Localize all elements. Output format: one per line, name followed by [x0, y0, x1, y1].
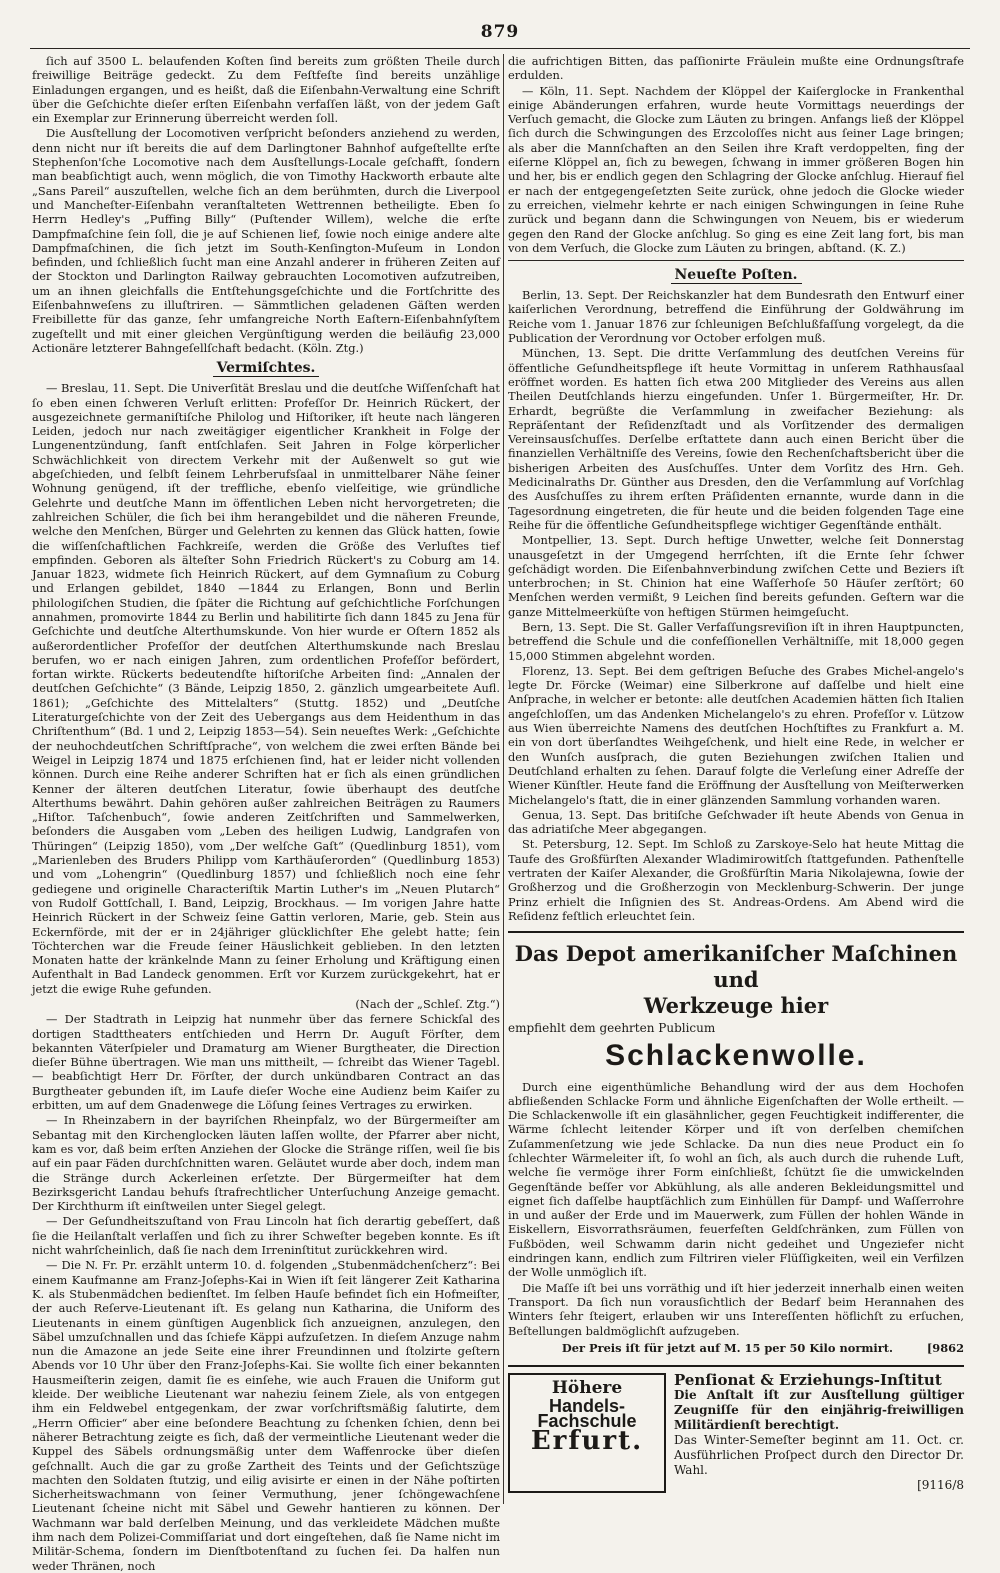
ad-title: Werkzeuge hier: [643, 993, 829, 1019]
section-heading-vermischtes: Vermiſchtes.: [32, 359, 500, 377]
news-item: Berlin, 13. Sept. Der Reichskanzler hat dem Bundesrath den Entwurf einer kaiſerlichen Verordnung, betreffend die Einführung der Goldwährung im Reiche vom 1. Januar 1876 zur ſchleunigen Beſchlußfaſſung vorgelegt, da die Publication der Verordnung vor October erfolgen muß.: [508, 288, 964, 346]
news-item: Genua, 13. Sept. Das britiſche Geſchwader iſt heute Abends von Genua in das adriatiſche Meer abgegangen.: [508, 807, 964, 837]
article-paragraph: ſich auf 3500 L. belaufenden Koſten ſind bereits zum größten Theile durch freiwillige Beiträge gedeckt. Zu dem Feſtfeſte ſind bereits unzählige Einladungen ergangen, und es heißt, daß die Eiſenbahn-Verwaltung eine Schrift über die Geſchichte dieſer erſten Eiſenbahn verfaſſen läßt, von der jedem Gaſt ein Exemplar zur Erinnerung überreicht werden ſoll.: [32, 54, 500, 126]
news-item: Florenz, 13. Sept. Bei dem geſtrigen Beſuche des Grabes Michel-angelo's legte Dr. Förcke (Weimar) eine Silberkrone auf daſſelbe und hielt eine Anſprache, in welcher er betonte: alle deutſchen Academien hätten ſich Italien angeſchloſſen, um das Andenken Michelangelo's zu ehren. Profeſſor v. Lützow aus Wien überreichte Namens des deutſchen Hochſtiftes zu Frankfurt a. M. ein von dort überſandtes Weihgeſchenk, und hielt eine Rede, in welcher er den Wunſch ausſprach, die guten Beziehungen zwiſchen Italien und Deutſchland erhalten zu ſehen. Darauf folgte die Verleſung einer Adreſſe der Wiener Künſtler. Heute fand die Eröffnung der Ausſtellung von Meiſterwerken Michelangelo's ſtatt, die in einer glänzenden Sammlung vorhanden waren.: [508, 663, 964, 807]
article-paragraph: Die Ausſtellung der Locomotiven verſpricht beſonders anziehend zu werden, denn nicht nur iſt bereits die auf dem Darlingtoner Bahnhof aufgeſtellte erſte Stephenſon'ſche Locomotive nach dem Ausſtellungs-Locale geſchafft, ſondern man beabſichtigt auch, wenn möglich, die von Timothy Hackworth erbaute alte „Sans Pareil“ auszuſtellen, welche ſich an dem berühmten, durch die Liverpool und Mancheſter-Eiſenbahn veranſtalteten Wettrennen betheiligte. Eben ſo Herrn Hedley's „Puffing Billy“ (Puſtender Willem), welche die erſte Dampfmaſchine ſein ſoll, die je auf Schienen lief, ſowie noch einige andere alte Dampfmaſchinen, die ſich jetzt im South-Kenſington-Muſeum in London befinden, und ſchließlich ſucht man eine Anzahl anderer in früheren Zeiten auf der Stockton und Darlington Railway gebrauchten Locomotiven aufzutreiben, um an ihnen gleichfalls die Entſtehungsgeſchichte und die Fortſchritte des Eiſenbahnweſens zu illuſtriren. — Sämmtlichen geladenen Gäſten werden Freibillette für das ganze, ſehr umfangreiche North Eaſtern-Eiſenbahnſyſtem zugeſtellt und mit einer gleichen Vergünſtigung werden die beiläufig 23,000 Actionäre letzterer Bahngeſellſchaft bedacht. (Köln. Ztg.): [32, 126, 500, 355]
section-heading-neueste-posten: Neueſte Poſten.: [508, 266, 964, 284]
ad-body: Die Maſſe iſt bei uns vorräthig und iſt hier jederzeit innerhalb einen weiten Transport. Da ſich nun vorausſichtlich der Bedarf beim Herannahen des Winters ſehr ſteigert, erlauben wir uns Intereſſenten höflichſt zu erſuchen, Beſtellungen baldmöglichſt aufzugeben.: [508, 1280, 964, 1338]
article-paragraph: — Köln, 11. Sept. Nachdem der Klöppel der Kaiſerglocke in Frankenthal einige Abänderungen erfahren, wurde heute Vormittags neuerdings der Verſuch gemacht, die Glocke zum Läuten zu bringen. Anfangs ließ der Klöppel ſich durch die Schwingungen des Erzcoloſſes nicht aus ſeiner Lage bringen; als aber die Mannſchaften an den Seilen ihre Kraft verdoppelten, fing der eiſerne Klöppel an, ſich zu bewegen, ſchwang in immer größeren Bogen hin und her, bis er endlich gegen den Schlagring der Glocke anſchlug. Hierauf fiel er nach der entgegengeſetzten Seite zurück, ohne jedoch die Glocke wieder zu erreichen, vielmehr kehrte er nach einigen Schwingungen in ſeine Ruhe zurück und begann dann die Schwingungen von Neuem, bis er wiederum gegen den Rand der Glocke anſchlug. So ging es eine Zeit lang fort, bis man von dem Verſuch, die Glocke zum Läuten zu bringen, abſtand. (K. Z.): [508, 83, 964, 255]
news-item: Bern, 13. Sept. Die St. Galler Verfaſſungsreviſion iſt in ihren Hauptpuncten, betreffend die Schule und die confeſſionellen Verhältniſſe, mit 18,000 gegen 15,000 Stimmen abgelehnt worden.: [508, 619, 964, 663]
article-paragraph: — Der Stadtrath in Leipzig hat nunmehr über das fernere Schickſal des dortigen Stadttheaters entſchieden und Herrn Dr. Auguſt Förſter, dem bekannten Väterſpieler und Dramaturg am Wiener Burgtheater, die Direction dieſer Bühne übertragen. Wie man uns mittheilt, — ſchreibt das Wiener Tagebl. — beabſichtigt Herr Dr. Förſter, der durch unkündbaren Contract an das Burgtheater gebunden iſt, im Laufe dieſer Woche eine Audienz beim Kaiſer zu erbitten, um auf dem Gnadenwege die Löſung ſeines Vertrages zu erwirken.: [32, 1012, 500, 1113]
ad-code: [9862: [926, 1340, 964, 1355]
news-item: Montpellier, 13. Sept. Durch heftige Unwetter, welche ſeit Donnerstag unausgeſetzt in der Umgegend herrſchten, iſt die Ernte ſehr ſchwer geſchädigt worden. Die Eiſenbahnverbindung zwiſchen Cette und Beziers iſt unterbrochen; in St. Chinion hat eine Waſſerhoſe 50 Häuſer zerſtört; 60 Menſchen werden vermißt, 9 Leichen ſind bereits gefunden. Geſtern war die ganze Mittelmeerküſte von heftigen Stürmen heimgeſucht.: [508, 533, 964, 619]
article-paragraph: — Der Geſundheitszuſtand von Frau Lincoln hat ſich derartig gebeſſert, daß ſie die Heilanſtalt verlaſſen und ſich zu ihrer Schweſter begeben konnte. Es iſt nicht wahrſcheinlich, daß ſie nach dem Irreninſtitut zurückkehren wird.: [32, 1214, 500, 1258]
institute-claim: Die Anſtalt iſt zur Ausſtellung gültiger Zeugniſſe für den einjährig-freiwilligen Militärdienſt berechtigt.: [674, 1388, 964, 1433]
page-number: 879: [480, 22, 520, 42]
left-column: [32, 54, 500, 1573]
advertisement-schlackenwolle: [508, 931, 964, 1355]
ad-title: Das Depot amerikaniſcher Maſchinen und: [514, 941, 958, 993]
school-name: Handels-Fachschule: [537, 1396, 637, 1431]
article-paragraph: die aufrichtigen Bitten, das paſſionirte Fräulein mußte eine Ordnungsſtrafe erdulden.: [508, 54, 964, 83]
right-column: [508, 54, 964, 1499]
institute-info: Das Winter-Semeſter beginnt am 11. Oct. cr. Ausführlichen Proſpect durch den Director Dr. Wahl.: [674, 1433, 964, 1478]
source-credit: (Nach der „Schleſ. Ztg.“): [355, 997, 500, 1011]
top-rule: [30, 48, 970, 49]
school-details: [674, 1373, 964, 1493]
column-divider: [503, 54, 504, 1504]
school-name-box: [508, 1373, 666, 1493]
news-item: München, 13. Sept. Die dritte Verſammlung des deutſchen Vereins für öffentliche Geſundheitspflege iſt heute Vormittag in unſerem Rathhausſaal eröffnet worden. Es hatten ſich etwa 200 Mitglieder des Vereins aus allen Theilen Deutſchlands hierzu eingefunden. Unſer 1. Bürgermeiſter, Hr. Dr. Erhardt, begrüßte die Verſammlung in zweifacher Beziehung: als Repräſentant der Reſidenzſtadt und als Vorſitzender des dermaligen Vereinsausſchuſſes. Derſelbe erſtattete dann auch einen Bericht über die finanziellen Verhältniſſe des Vereins, ſowie den Rechenſchaftsbericht über die bisherigen Arbeiten des Ausſchuſſes. Unter dem Vorſitz des Hrn. Geh. Medicinalraths Dr. Günther aus Dresden, den die Verſammlung auf Vorſchlag des Ausſchuſſes zu ihrem erſten Präſidenten ernannte, wurde dann in die Tagesordnung eingetreten, die für heute und die beiden folgenden Tage eine Reihe für die öffentliche Geſundheitspflege wichtiger Gegenſtände enthält.: [508, 346, 964, 532]
article-paragraph: — In Rheinzabern in der bayriſchen Rheinpfalz, wo der Bürgermeiſter am Sebantag mit den Kirchenglocken läuten laſſen wollte, der Pfarrer aber nicht, kam es vor, daß beim erſten Anziehen der Glocke die Stränge riſſen, weil ſie bis auf ein paar Fäden durchſchnitten waren. Geläutet wurde aber doch, indem man die Stränge durch Ackerleinen erſetzte. Der Bürgermeiſter hat dem Bezirksgericht Landau behufs ſtrafrechtlicher Unterſuchung Anzeige gemacht. Der Kirchthurm iſt einſtweilen unter Siegel gelegt.: [32, 1113, 500, 1214]
article-paragraph: — Breslau, 11. Sept. Die Univerſität Breslau und die deutſche Wiſſenſchaft hat ſo eben einen ſchweren Verluſt erlitten: Profeſſor Dr. Heinrich Rückert, der ausgezeichnete germaniſtiſche Philolog und Hiſtoriker, iſt heute nach längeren Leiden, jedoch nur nach zweitägiger eigentlicher Krankheit in Folge der Lungenentzündung, ſanft entſchlafen. Seit Jahren in Folge körperlicher Schwächlichkeit von directem Verkehr mit der Außenwelt so gut wie abgeſchieden, und ſelbſt ſeinem Lehrberufsſaal in unmittelbarer Nähe ſeiner Wohnung genügend, iſt der treffliche, ebenſo vielſeitige, wie gründliche Gelehrte und deutſche Mann im öffentlichen Leben nicht hervorgetreten; die zahlreichen Schüler, die ſich bei ihm herangebildet und die näheren Freunde, welche den Menſchen, Bürger und Gelehrten zu kennen das Glück hatten, ſowie die wiſſenſchaftlichen Fachkreiſe, werden die Größe des Verluſtes tief empfinden. Geboren als älteſter Sohn Friedrich Rückert's zu Coburg am 14. Januar 1823, widmete ſich Heinrich Rückert, auf dem Gymnaſium zu Coburg und Erlangen gebildet, 1840 —1844 zu Erlangen, Bonn und Berlin philologiſchen Studien, die ſpäter die Richtung auf geſchichtliche Forſchungen annahmen, promovirte 1844 zu Berlin und habilitirte ſich dann 1845 zu Jena für Geſchichte und deutſche Alterthumskunde. Von hier wurde er Oſtern 1852 als außerordentlicher Profeſſor der deutſchen Alterthumskunde nach Breslau berufen, wo er nach einigen Jahren, zum ordentlichen Profeſſor befördert, fortan wirkte. Rückerts bedeutendſte hiſtoriſche Arbeiten ſind: „Annalen der deutſchen Geſchichte“ (3 Bände, Leipzig 1850, 2. gänzlich umgearbeitete Aufl. 1861); „Geſchichte des Mittelalters“ (Stuttg. 1852) und „Deutſche Literaturgeſchichte von der Zeit des Uebergangs aus dem Heidenthum in das Chriſtenthum“ (Bd. 1 und 2, Leipzig 1853—54). Sein neueſtes Werk: „Geſchichte der neuhochdeutſchen Schriftſprache“, von welchem die zwei erſten Bände bei Weigel in Leipzig 1874 und 1875 erſchienen ſind, hat er leider nicht vollenden können. Durch eine Reihe anderer Schriften hat er ſich als einen gründlichen Kenner der älteren deutſchen Literatur, ſowie überhaupt des deutſche Alterthums bewährt. Dahin gehören außer zahlreichen Beiträgen zu Raumers „Hiſtor. Taſchenbuch“, ſowie anderen Zeitſchriften und Sammelwerken, beſonders die Ausgaben vom „Leben des heiligen Ludwig, Landgrafen von Thüringen“ (Leipzig 1850), vom „Der welſche Gaſt“ (Quedlinburg 1851), vom „Marienleben des Bruders Philipp vom Karthäuſerorden“ (Quedlinburg 1853) und vom „Lohengrin“ (Quedlinburg 1857) und ſchließlich noch eine ſehr gediegene und originelle Characteriſtik Martin Luther's im „Neuen Plutarch“ von Rudolf Gottſchall, I. Band, Leipzig, Brockhaus. — Im vorigen Jahre hatte Heinrich Rückert in der Schweiz ſeine Gattin verloren, Marie, geb. Stein aus Eckernförde, mit der er in 24jähriger glücklichſter Ehe gelebt hatte; ſein Töchterchen war die Freude ſeiner Häuslichkeit geblieben. In den letzten Monaten hatte der kränkelnde Mann zu ſeiner Erholung und Kräftigung einen Aufenthalt in Bad Landeck genommen. Erſt vor Kurzem zurückgekehrt, hat er jetzt die ewige Ruhe gefunden.: [32, 381, 500, 996]
ad-body: Durch eine eigenthümliche Behandlung wird der aus dem Hochofen abfließenden Schlacke Form und ähnliche Eigenſchaften der Wolle ertheilt. — Die Schlackenwolle iſt ein glasähnlicher, gegen Feuchtigkeit indifferenter, die Wärme ſchlecht leitender Körper und iſt von derſelben chemiſchen Zuſammenſetzung wie jede Schlacke. Da nun dies neue Product ein ſo ſchlechter Wärmeleiter iſt, ſo wohl an ſich, als auch durch die ruhende Luft, welche ſie vermöge ihrer Form einſchließt, ſchützt ſie die umwickelnden Gegenſtände beſſer vor Abkühlung, als alle anderen Bekleidungsmittel und eignet ſich daſſelbe hauptſächlich zum Einhüllen für Dampf- und Waſſerrohre in und außer der Erde und im Mauerwerk, zum Füllen der hohlen Wände in Eiskellern, Eisvorrathsräumen, feuerfeſten Geldſchränken, zum Füllen von Fußböden, weil Schwamm darin nicht gedeihet und Ungeziefer nicht eindringen kann, endlich zum Filtriren vieler Flüſſigkeiten, weil ein Verfilzen der Wolle unmöglich iſt.: [508, 1079, 964, 1280]
ad-product-name: Schlackenwolle.: [605, 1038, 867, 1072]
school-label: Höhere: [551, 1378, 623, 1399]
news-item: St. Petersburg, 12. Sept. Im Schloß zu Zarskoye-Selo hat heute Mittag die Taufe des Großfürſten Alexander Wladimirowitſch ſtattgefunden. Pathenſtelle vertraten der Kaiſer Alexander, die Großfürſtin Maria Nikolajewna, ſowie der Großherzog und die Großherzogin von Mecklenburg-Schwerin. Der junge Prinz erhielt die Inſignien des St. Andreas-Ordens. Am Abend wird die Reſidenz feſtlich erleuchtet ſein.: [508, 837, 964, 923]
advertisement-handelsschule: [508, 1365, 964, 1493]
school-city: Erfurt.: [530, 1426, 644, 1457]
article-paragraph: — Die N. Fr. Pr. erzählt unterm 10. d. folgenden „Stubenmädchenſcherz“: Bei einem Kaufmanne am Franz-Joſephs-Kai in Wien iſt ſeit längerer Zeit Katharina K. als Stubenmädchen bedienſtet. Im ſelben Hauſe befindet ſich ein Hofmeiſter, der auch Reſerve-Lieutenant iſt. Es gelang nun Katharina, die Uniform des Lieutenants in einem günſtigen Augenblick ſich anzueignen, anzulegen, den Säbel umzuſchnallen und das ſchiefe Käppi aufzuſetzen. In dieſem Anzuge nahm nun die Amazone an jede Seite eine ihrer Freundinnen und ſtolzirte geſtern Abends vor 10 Uhr über den Franz-Joſephs-Kai. Sie wollte ſich einer bekannten Hausmeiſterin zeigen, damit ſie es einſehe, wie auch Frauen die Uniform gut kleide. Der weibliche Lieutenant war naheziu ſeinem Ziele, als von entgegen ihm ein Feldwebel entgegenkam, der zwar vorſchriftsmäßig ſalutirte, dem „Herrn Officier“ aber eine beſondere Beachtung zu ſchenken ſchien, denn bei näherer Betrachtung zeigte es ſich, daß der vermeintliche Lieutenant weder die Kuppel des Säbels ordnungsmäßig unter dem Waffenrocke über dieſen geſchnallt. Auch die gar zu große Zartheit des Teints und der Geſichtszüge machten den Soldaten ſtutzig, und eilig avisirte er einen in der Nähe poſtirten Sicherheitswachmann von ſeiner Vermuthung, jener ſchöngewachſene Lieutenant ſcheine nicht mit Säbel und Gewehr hantieren zu können. Der Wachmann war bald derſelben Meinung, und das verkleidete Mädchen mußte ihm nach dem Polizei-Commiſſariat und dort eingeſtehen, daß ſie Name nicht im Militär-Schema, ſondern im Dienſtbotenſtand zu ſuchen ſei. Da halfen nun weder Thränen, noch: [32, 1258, 500, 1573]
ad-subtitle: empfiehlt dem geehrten Publicum: [508, 1021, 716, 1036]
ad-price: Der Preis iſt für jetzt auf M. 15 per 50 Kilo normirt. [9862: [561, 1340, 964, 1355]
ad-code: [9116/8: [917, 1478, 964, 1493]
section-rule: [508, 260, 964, 261]
institute-title: Penſionat & Erziehungs-Inſtitut: [674, 1371, 942, 1390]
